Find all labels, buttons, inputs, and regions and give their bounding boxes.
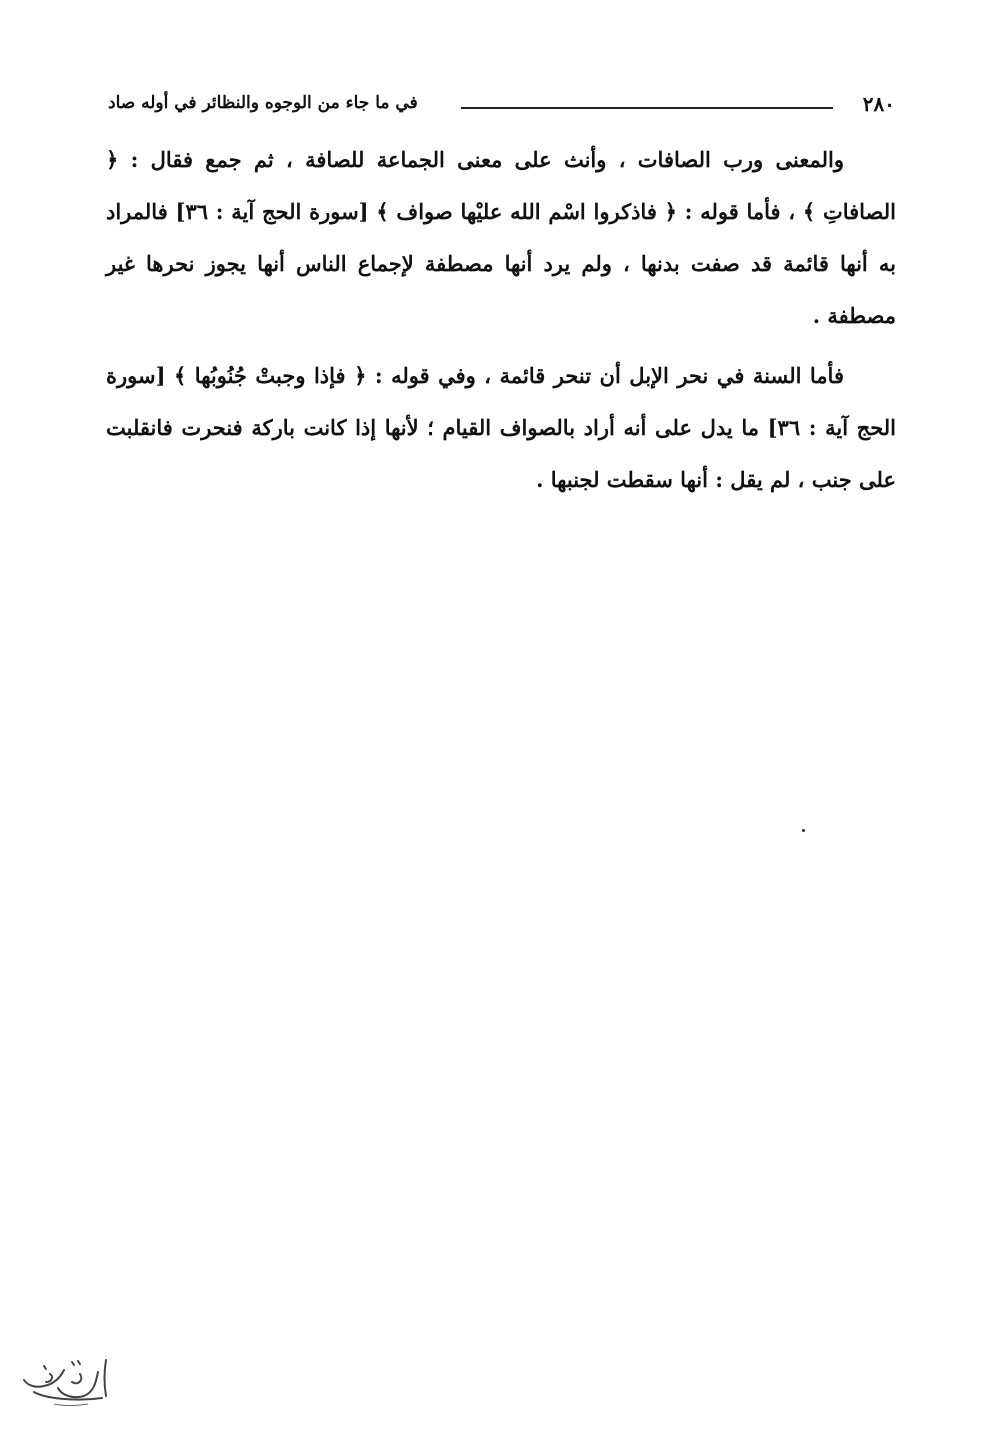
paragraph-1: والمعنى ورب الصافات ، وأنث على معنى الجماعة للصافة ، ثم جمع فقال : ﴿ الصافاتِ ﴾ ، فأما قوله : ﴿ فاذكروا اسْم الله عليْها صواف ﴾ [سورة الحج آية : ٣٦] فالمراد به أنها قائمة قد صفت بدنها ، ولم يرد أنها مصطفة لإجماع الناس أنها يجوز نحرها غير مصطفة . xyxy=(106,147,896,328)
calligraphy-logo-icon xyxy=(14,1352,114,1412)
paragraph-2: فأما السنة في نحر الإبل أن تنحر قائمة ، وفي قوله : ﴿ فإذا وجبتْ جُنُوبُها ﴾ [سورة الحج آية : ٣٦] ما يدل على أنه أراد بالصواف القيام ؛ لأنها إذا كانت باركة فنحرت فانقلبت على جنب ، لم يقل : أنها سقطت لجنبها . xyxy=(106,363,896,492)
page-number: ٢٨٠ xyxy=(862,92,895,116)
header-divider xyxy=(461,107,833,109)
library-logo-icon xyxy=(14,1352,114,1412)
scan-speck xyxy=(802,829,805,832)
running-title: في ما جاء من الوجوه والنظائر في أوله صاد xyxy=(108,93,418,113)
page-header xyxy=(108,92,895,122)
main-text xyxy=(106,134,896,506)
